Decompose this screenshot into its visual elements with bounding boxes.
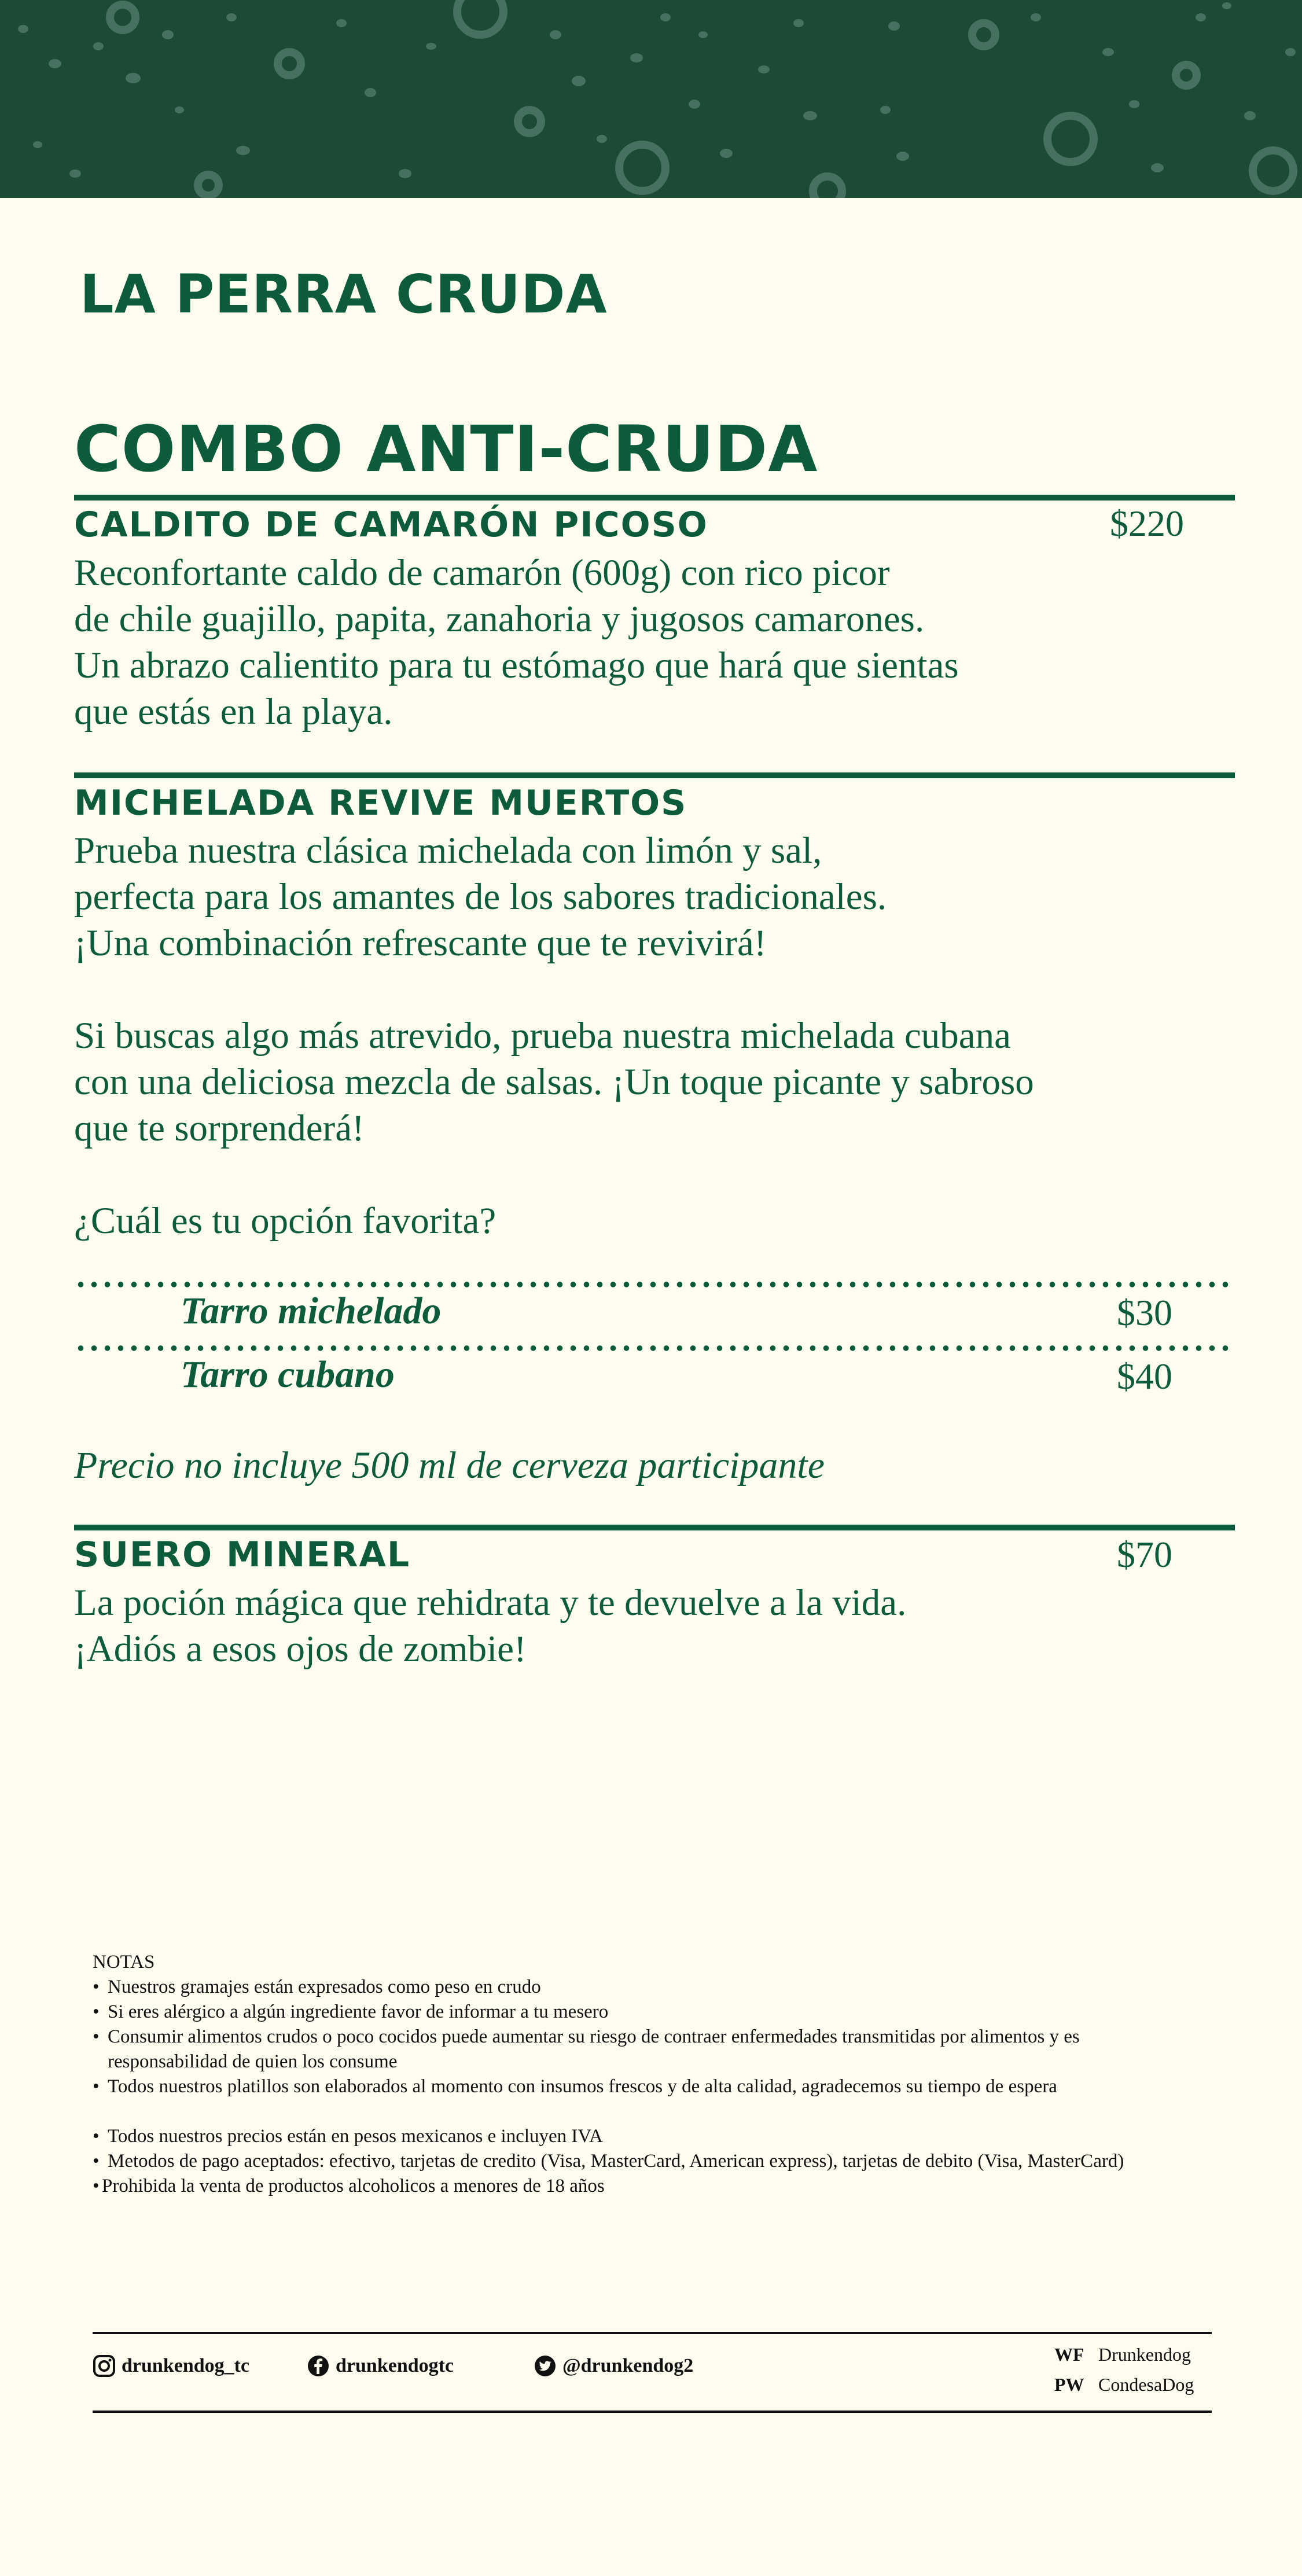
desc-line: ¿Cuál es tu opción favorita? <box>74 1200 496 1242</box>
notes-list <box>93 2124 1134 2199</box>
wifi-info <box>1054 2339 1194 2400</box>
wifi-network: Drunkendog <box>1098 2344 1191 2365</box>
desc-line: ¡Adiós a esos ojos de zombie! <box>74 1628 527 1670</box>
desc-line: Si buscas algo más atrevido, prueba nuestra michelada cubana <box>74 1015 1012 1057</box>
desc-line: Un abrazo calientito para tu estómago que hará que sientas <box>74 645 959 686</box>
note-item: • Metodos de pago aceptados: efectivo, tarjetas de credito (Visa, MasterCard, American express), tarjetas de debito (Visa, MasterCard) <box>93 2149 1134 2174</box>
header-banner <box>0 0 1302 198</box>
instagram-handle: drunkendog_tc <box>122 2355 250 2376</box>
social-twitter[interactable] <box>534 2351 693 2380</box>
note-item: • Todos nuestros platillos son elaborados al momento con insumos frescos y de alta calidad, agradecemos su tiempo de espera <box>93 2074 1134 2099</box>
item-divider <box>74 1525 1235 1530</box>
dotted-divider <box>74 1282 1235 1287</box>
dotted-divider <box>74 1345 1235 1351</box>
item-price-suero: $70 <box>1117 1534 1172 1575</box>
notes-list <box>93 1975 1134 2099</box>
option-price-tarro-cubano: $40 <box>1117 1356 1172 1397</box>
option-name-tarro-cubano: Tarro cubano <box>181 1353 395 1396</box>
note-item: • Prohibida la venta de productos alcoholicos a menores de 18 años <box>93 2174 1134 2199</box>
twitter-icon <box>534 2354 557 2378</box>
item-divider <box>74 772 1235 778</box>
note-item: • Si eres alérgico a algún ingrediente favor de informar a tu mesero <box>93 2000 1134 2025</box>
item-name-michelada: MICHELADA REVIVE MUERTOS <box>74 783 687 823</box>
section-title: COMBO ANTI-CRUDA <box>74 412 818 486</box>
bubbles-pattern <box>0 0 1302 198</box>
twitter-handle: @drunkendog2 <box>562 2355 694 2376</box>
footer-bottom-rule <box>93 2411 1212 2413</box>
desc-line: perfecta para los amantes de los sabores tradicionales. <box>74 876 887 918</box>
desc-line: La poción mágica que rehidrata y te devuelve a la vida. <box>74 1582 907 1624</box>
social-instagram[interactable] <box>93 2351 249 2380</box>
price-note: Precio no incluye 500 ml de cerveza participante <box>74 1444 825 1486</box>
wifi-password: CondesaDog <box>1098 2374 1194 2395</box>
note-item: • Nuestros gramajes están expresados como peso en crudo <box>93 1975 1134 2000</box>
item-desc-caldito <box>74 550 1185 735</box>
notes-label: NOTAS <box>93 1952 155 1973</box>
desc-line: Reconfortante caldo de camarón (600g) con rico picor <box>74 552 890 594</box>
note-item: • Todos nuestros precios están en pesos mexicanos e incluyen IVA <box>93 2124 1134 2149</box>
desc-line: que estás en la playa. <box>74 691 393 733</box>
note-item: • Consumir alimentos crudos o poco cocidos puede aumentar su riesgo de contraer enfermedades transmitidas por alimentos y es responsabilidad de quien los consume <box>93 2025 1134 2074</box>
option-price-tarro-michelado: $30 <box>1117 1292 1172 1333</box>
wifi-label: WF <box>1054 2344 1084 2365</box>
social-facebook[interactable] <box>307 2351 454 2380</box>
desc-line: con una deliciosa mezcla de salsas. ¡Un toque picante y sabroso <box>74 1061 1034 1103</box>
item-desc-suero <box>74 1580 1185 1672</box>
brand-title: LA PERRA CRUDA <box>80 263 608 325</box>
desc-line: de chile guajillo, papita, zanahoria y jugosos camarones. <box>74 598 925 640</box>
desc-line: que te sorprenderá! <box>74 1107 365 1149</box>
instagram-icon <box>93 2354 116 2378</box>
password-label: PW <box>1054 2374 1084 2395</box>
footer-top-rule <box>93 2332 1212 2334</box>
facebook-icon <box>307 2354 330 2378</box>
item-name-suero: SUERO MINERAL <box>74 1534 411 1575</box>
section-divider <box>74 495 1235 501</box>
item-name-caldito: CALDITO DE CAMARÓN PICOSO <box>74 505 708 545</box>
item-desc-michelada <box>74 827 1185 1244</box>
desc-line: Prueba nuestra clásica michelada con limón y sal, <box>74 830 822 871</box>
item-price-caldito: $220 <box>1110 503 1184 544</box>
desc-line: ¡Una combinación refrescante que te revivirá! <box>74 922 767 964</box>
notes-block <box>93 1950 1134 2199</box>
option-name-tarro-michelado: Tarro michelado <box>181 1290 442 1332</box>
facebook-handle: drunkendogtc <box>336 2355 454 2376</box>
